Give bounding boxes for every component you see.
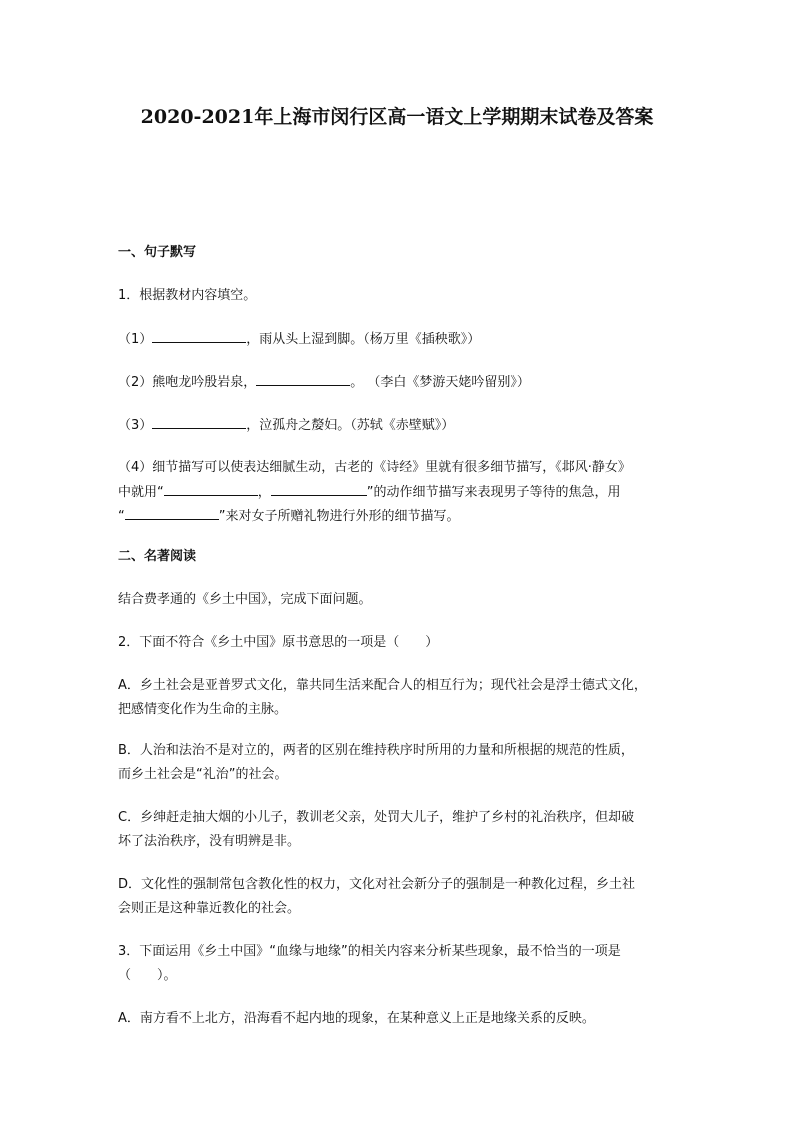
item-number: （1） [118, 332, 153, 347]
section-heading-dictation: 一、句子默写 [118, 245, 197, 260]
question-1-stem: 1．根据教材内容填空。 [118, 288, 257, 303]
question-2-option-d-line-1: D．文化性的强制常包含教化性的权力，文化对社会新分子的强制是一种教化过程，乡土社 [118, 877, 636, 892]
item-text: ，雨从头上湿到脚。（杨万里《插秧歌》） [246, 332, 481, 347]
section-heading-reading: 二、名著阅读 [118, 549, 197, 564]
question-2-stem: 2．下面不符合《乡土中国》原书意思的一项是（ ） [118, 635, 439, 650]
question-2-option-b-line-2: 而乡土社会是“礼治”的社会。 [118, 767, 288, 782]
question-3-option-a: A．南方看不上北方，沿海看不起内地的现象，在某种意义上正是地缘关系的反映。 [118, 1011, 595, 1026]
question-3-stem-line-1: 3．下面运用《乡土中国》“血缘与地缘”的相关内容来分析某些现象，最不恰当的一项是 [118, 944, 621, 959]
item-text: ，泣孤舟之嫠妇。（苏轼《赤壁赋》） [246, 418, 455, 433]
question-2-option-b-line-1: B．人治和法治不是对立的，两者的区别在维持秩序时所用的力量和所根据的规范的性质， [118, 743, 634, 758]
answer-blank [152, 415, 246, 429]
item-text-pre: 中就用“ [118, 485, 164, 500]
item-text-post: ”来对女子所赠礼物进行外形的细节描写。 [218, 509, 460, 524]
question-1-item-3 [118, 415, 678, 436]
question-3-stem-line-2: （ ）。 [118, 968, 177, 983]
item-text-pre: “ [118, 509, 125, 524]
item-text-mid: ， [257, 485, 271, 500]
reading-intro: 结合费孝通的《乡土中国》，完成下面问题。 [118, 592, 372, 607]
question-1-item-2 [118, 372, 678, 393]
answer-blank [125, 506, 219, 520]
answer-blank [164, 482, 258, 496]
question-2-option-a-line-1: A．乡土社会是亚普罗式文化，靠共同生活来配合人的相互行为；现代社会是浮士德式文化， [118, 678, 647, 693]
question-1-item-4-line-2 [118, 482, 678, 503]
item-text-post: ”的动作细节描写来表现男子等待的焦急，用 [366, 485, 621, 500]
question-1-item-4-line-1: （4）细节描写可以使表达细腻生动，古老的《诗经》里就有很多细节描写，《邶风·静女》 [118, 460, 631, 475]
item-text-post: 。 （李白《梦游天姥吟留别》） [350, 375, 530, 390]
document-title: 2020-2021年上海市闵行区高一语文上学期期末试卷及答案 [140, 106, 654, 128]
question-2-option-d-line-2: 会则正是这种靠近教化的社会。 [118, 901, 301, 916]
question-1-item-4-line-3 [118, 506, 678, 527]
question-2-option-c-line-1: C．乡绅赶走抽大烟的小儿子，教训老父亲，处罚大儿子，维护了乡村的礼治秩序，但却破 [118, 810, 635, 825]
answer-blank [256, 372, 350, 386]
answer-blank [152, 329, 246, 343]
question-2-option-a-line-2: 把感情变化作为生命的主脉。 [118, 702, 288, 717]
answer-blank [271, 482, 367, 496]
question-2-option-c-line-2: 坏了法治秩序，没有明辨是非。 [118, 834, 301, 849]
item-text-pre: （2）熊咆龙吟殷岩泉， [118, 375, 257, 390]
question-1-item-1 [118, 329, 678, 350]
item-number: （3） [118, 418, 153, 433]
